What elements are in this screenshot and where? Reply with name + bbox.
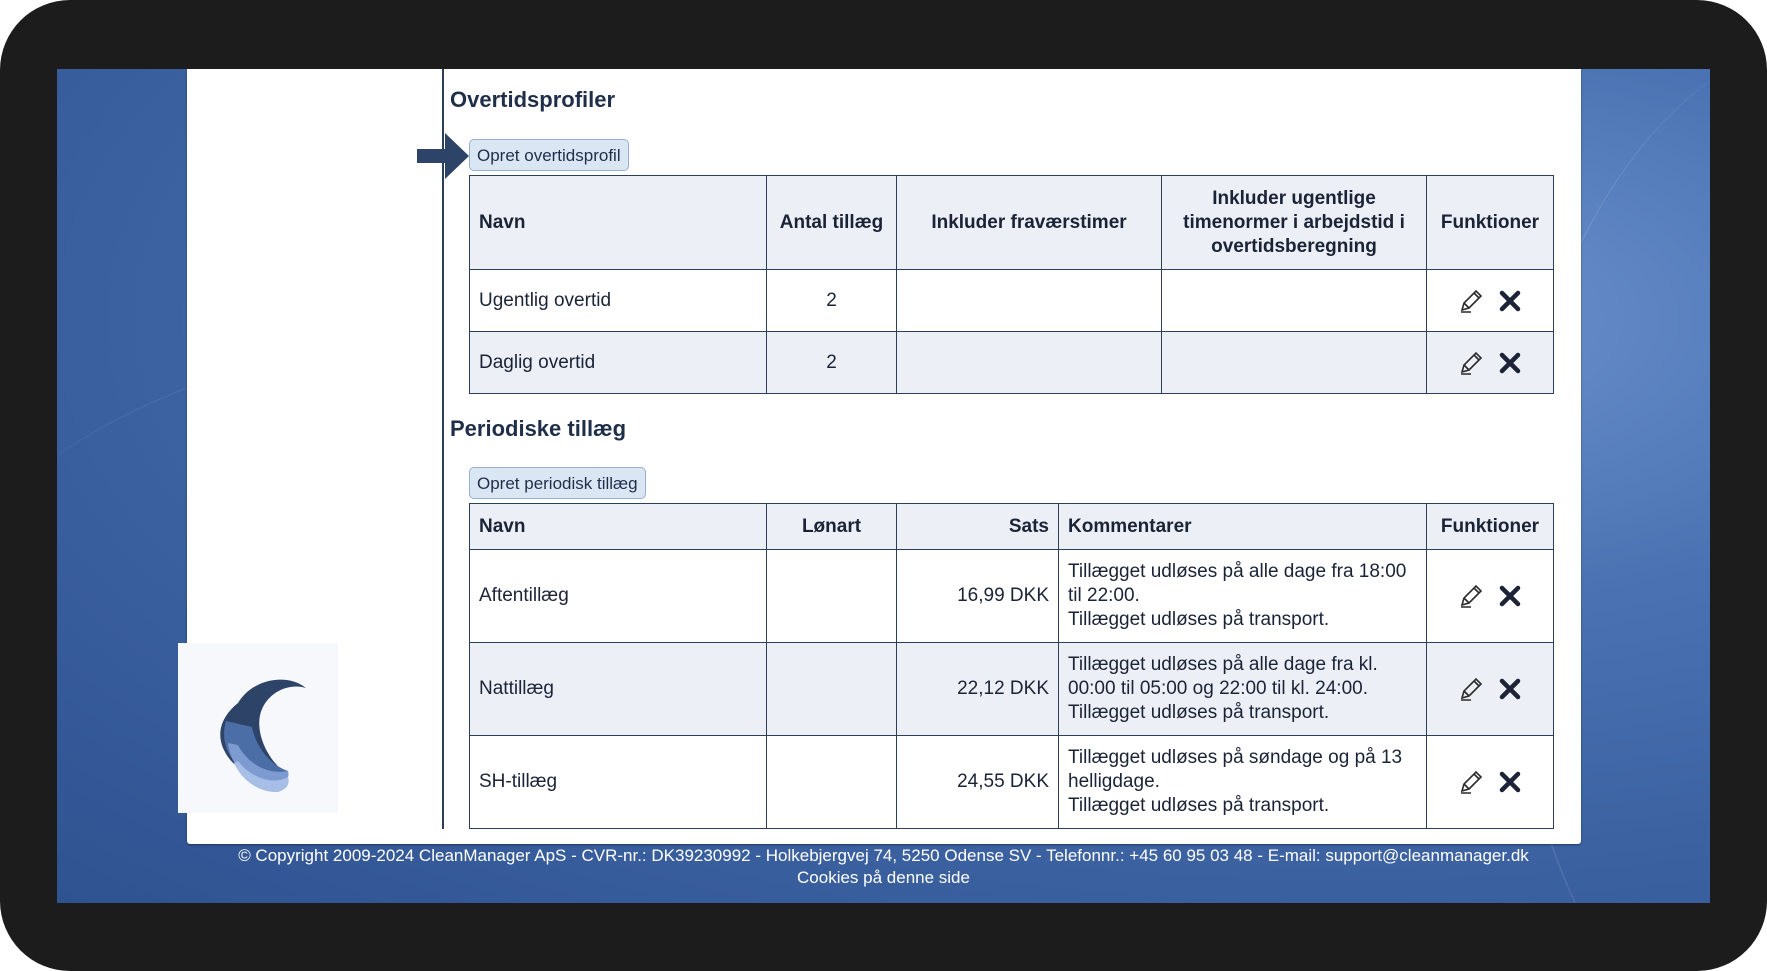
close-icon[interactable] [1498,351,1522,375]
cell-comment [1059,643,1427,736]
close-icon[interactable] [1498,677,1522,701]
table-header-row [470,176,1554,270]
cell-weekly-norm [1162,270,1427,332]
column-header-comments: Kommentarer [1059,504,1427,550]
cell-functions [1427,550,1554,643]
arrow-right-icon [417,133,473,179]
cell-absence [897,332,1162,394]
cell-weekly-norm [1162,332,1427,394]
column-header-count: Antal tillæg [767,176,897,270]
cell-name: SH-tillæg [470,736,767,829]
cell-functions [1427,270,1554,332]
comment-text: Tillægget udløses på transport. [1068,795,1330,816]
cell-name: Nattillæg [470,643,767,736]
cell-name: Aftentillæg [470,550,767,643]
cookies-link[interactable]: Cookies på denne side [797,868,970,887]
cell-rate: 24,55 DKK [897,736,1059,829]
table-row [470,643,1554,736]
cell-functions [1427,332,1554,394]
cell-rate: 16,99 DKK [897,550,1059,643]
column-header-absence: Inkluder fraværstimer [897,176,1162,270]
table-row [470,270,1554,332]
close-icon[interactable] [1498,770,1522,794]
periodic-supplements-table [469,503,1554,829]
cell-comment [1059,736,1427,829]
comment-text: Tillægget udløses på alle dage fra 18:00 til 22:00. [1068,561,1407,606]
cell-name: Daglig overtid [470,332,767,394]
cell-rate: 22,12 DKK [897,643,1059,736]
close-icon[interactable] [1498,289,1522,313]
cell-functions [1427,643,1554,736]
table-row [470,736,1554,829]
pencil-icon[interactable] [1458,350,1484,376]
cell-count: 2 [767,332,897,394]
cell-functions [1427,736,1554,829]
page-footer [57,845,1710,889]
logo-icon [178,643,338,813]
pencil-icon[interactable] [1458,769,1484,795]
column-header-wage-type: Lønart [767,504,897,550]
cell-absence [897,270,1162,332]
table-header-row [470,504,1554,550]
comment-text: Tillægget udløses på transport. [1068,609,1330,630]
overtime-profiles-table [469,175,1554,394]
comment-text: Tillægget udløses på transport. [1068,702,1330,723]
pencil-icon[interactable] [1458,288,1484,314]
cleanmanager-logo [178,643,338,813]
cell-name: Ugentlig overtid [470,270,767,332]
column-header-rate: Sats [897,504,1059,550]
footer-copyright: © Copyright 2009-2024 CleanManager ApS - CVR-nr.: DK39230992 - Holkebjergvej 74, 5250 Odense SV - Telefonnr.: +45 60 95 03 48 - E-mail: support@cleanmanager.dk [238,846,1529,865]
overtime-section-title: Overtidsprofiler [450,87,616,112]
create-periodic-supplement-button[interactable]: Opret periodisk tillæg [469,467,646,499]
sidebar-divider [442,69,444,829]
cell-count: 2 [767,270,897,332]
periodic-section-title: Periodiske tillæg [450,416,627,441]
comment-text: Tillægget udløses på alle dage fra kl. 00:00 til 05:00 og 22:00 til kl. 24:00. [1068,654,1378,699]
table-row [470,332,1554,394]
column-header-functions: Funktioner [1427,504,1554,550]
cell-wage-type [767,550,897,643]
cell-wage-type [767,736,897,829]
table-row [470,550,1554,643]
cell-wage-type [767,643,897,736]
cell-comment [1059,550,1427,643]
column-header-weekly-norm: Inkluder ugentlige timenormer i arbejdstid i overtidsberegning [1162,176,1427,270]
column-header-functions: Funktioner [1427,176,1554,270]
pencil-icon[interactable] [1458,583,1484,609]
column-header-name: Navn [470,504,767,550]
pencil-icon[interactable] [1458,676,1484,702]
column-header-name: Navn [470,176,767,270]
close-icon[interactable] [1498,584,1522,608]
comment-text: Tillægget udløses på søndage og på 13 helligdage. [1068,747,1403,792]
create-overtime-profile-button[interactable]: Opret overtidsprofil [469,139,629,171]
